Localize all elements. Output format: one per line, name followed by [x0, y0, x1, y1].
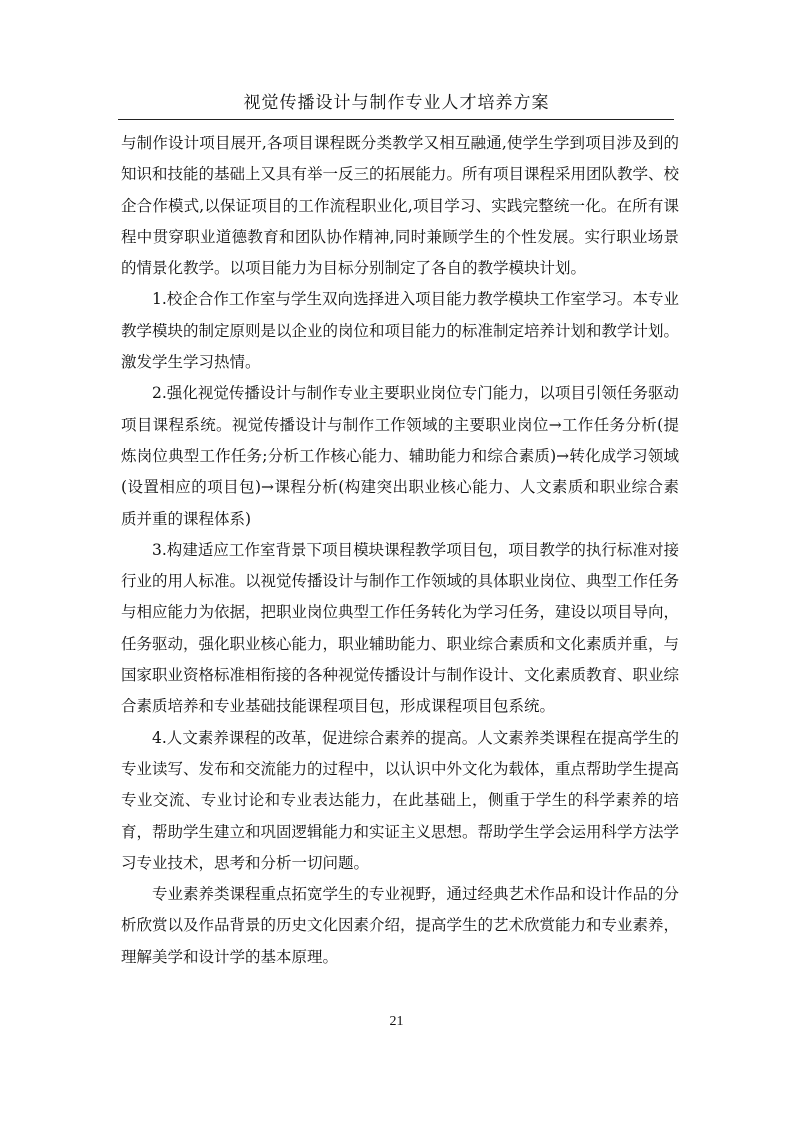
paragraph-continuation: 与制作设计项目展开,各项目课程既分类教学又相互融通,使学生学到项目涉及到的知识和技能的基础上又具有举一反三的拓展能力。所有项目课程采用团队教学、校企合作模式,以保证项目的工作流程职业化,项目学习、实践完整统一化。在所有课程中贯穿职业道德教育和团队协作精神,同时兼顾学生的个性发展。实行职业场景的情景化教学。以项目能力为目标分别制定了各自的教学模块计划。: [121, 134, 680, 278]
document-body: [121, 128, 679, 973]
running-header-title: 视觉传播设计与制作专业人才培养方案: [243, 93, 550, 113]
paragraph-item-2: 2.强化视觉传播设计与制作专业主要职业岗位专门能力，以项目引领任务驱动项目课程系统。视觉传播设计与制作工作领域的主要职业岗位→工作任务分析(提炼岗位典型工作任务;分析工作核心能力、辅助能力和综合素质)→转化成学习领域(设置相应的项目包)→课程分析(构建突出职业核心能力、人文素质和职业综合素质并重的课程体系): [121, 384, 679, 528]
paragraph-item-1: 1.校企合作工作室与学生双向选择进入项目能力教学模块工作室学习。本专业教学模块的制定原则是以企业的岗位和项目能力的标准制定培养计划和教学计划。激发学生学习热情。: [121, 290, 680, 372]
paragraph-item-3: 3.构建适应工作室背景下项目模块课程教学项目包，项目教学的执行标准对接行业的用人标准。以视觉传播设计与制作工作领域的具体职业岗位、典型工作任务与相应能力为依据，把职业岗位典型工作任务转化为学习任务，建设以项目导向，任务驱动，强化职业核心能力，职业辅助能力、职业综合素质和文化素质并重，与国家职业资格标准相衔接的各种视觉传播设计与制作设计、文化素质教育、职业综合素质培养和专业基础技能课程项目包，形成课程项目包系统。: [121, 540, 680, 716]
page-number: 21: [389, 1014, 404, 1029]
paragraph-item-4: 4.人文素养课程的改革，促进综合素养的提高。人文素养类课程在提高学生的专业读写、发布和交流能力的过程中，以认识中外文化为载体，重点帮助学生提高专业交流、专业讨论和专业表达能力，在此基础上，侧重于学生的科学素养的培育，帮助学生建立和巩固逻辑能力和实证主义思想。帮助学生学会运用科学方法学习专业技术，思考和分析一切问题。: [121, 728, 680, 872]
paragraph-professional-literacy: 专业素养类课程重点拓宽学生的专业视野，通过经典艺术作品和设计作品的分析欣赏以及作品背景的历史文化因素介绍，提高学生的艺术欣赏能力和专业素养，理解美学和设计学的基本原理。: [121, 885, 680, 966]
header-divider: [118, 119, 674, 120]
